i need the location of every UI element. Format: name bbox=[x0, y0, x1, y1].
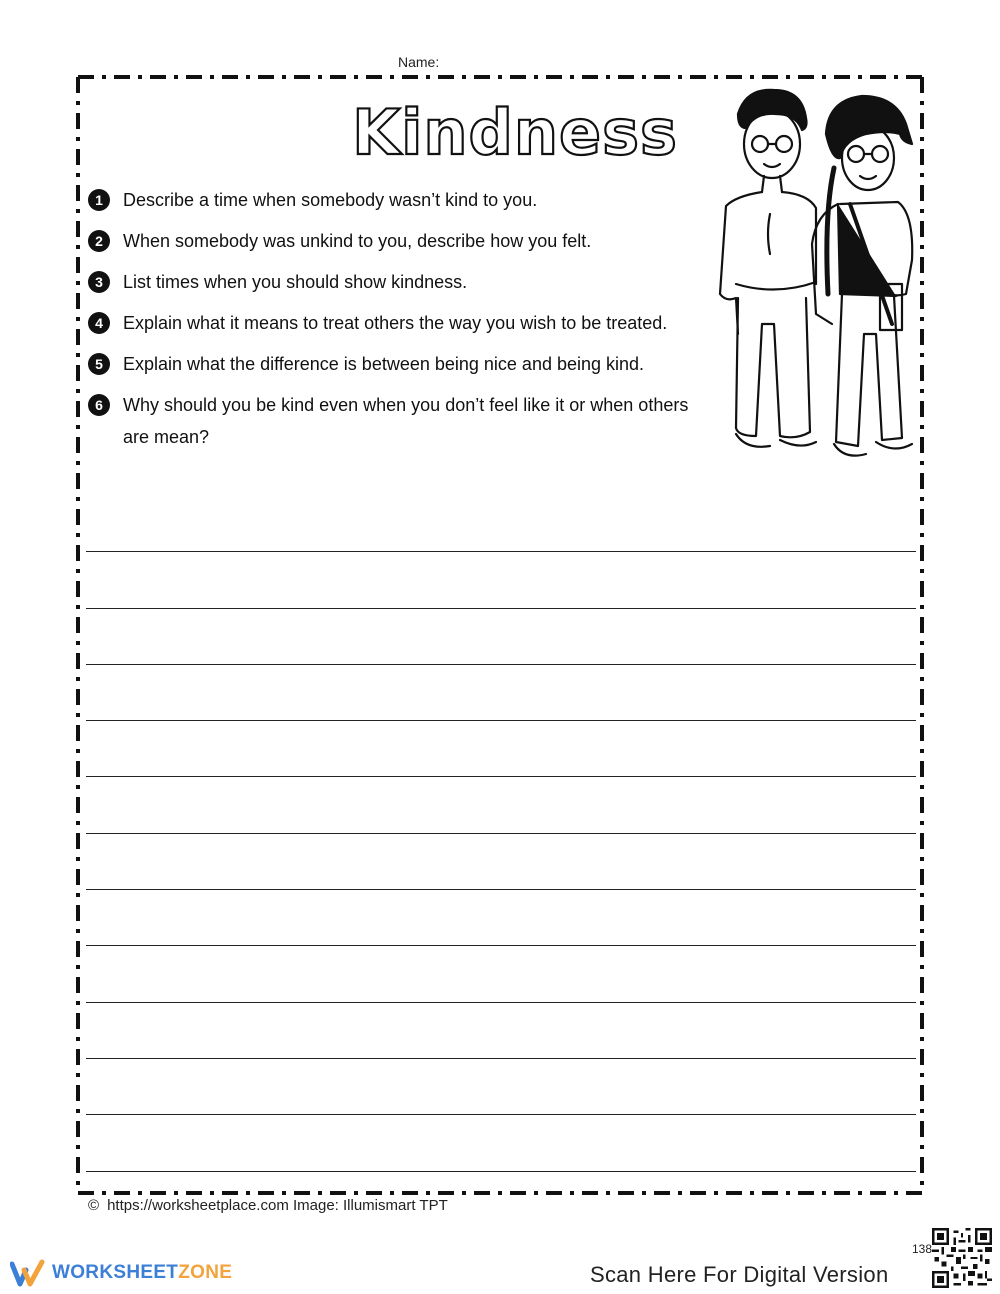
answer-line[interactable] bbox=[86, 834, 916, 890]
question-text: Explain what the difference is between being nice and being kind. bbox=[123, 354, 645, 374]
question-number-badge: 1 bbox=[88, 189, 110, 211]
answer-line[interactable] bbox=[86, 721, 916, 777]
question-text: When somebody was unkind to you, describe how you felt. bbox=[123, 231, 592, 251]
question-number-badge: 5 bbox=[88, 353, 110, 375]
answer-lines bbox=[86, 496, 916, 1172]
question-number-badge: 2 bbox=[88, 230, 110, 252]
page-number: 138 bbox=[912, 1242, 932, 1256]
brand-name-part2: ZONE bbox=[178, 1262, 233, 1283]
question-text: Why should you be kind even when you don’t feel like it or when others are mean? bbox=[123, 395, 689, 447]
question-item bbox=[88, 389, 728, 453]
answer-line[interactable] bbox=[86, 496, 916, 552]
question-text: List times when you should show kindness. bbox=[123, 272, 468, 292]
question-number-badge: 6 bbox=[88, 394, 110, 416]
question-number-badge: 4 bbox=[88, 312, 110, 334]
name-label: Name: bbox=[398, 54, 440, 70]
question-item bbox=[88, 225, 728, 257]
worksheetzone-brand[interactable] bbox=[10, 1258, 232, 1288]
question-number-badge: 3 bbox=[88, 271, 110, 293]
answer-line[interactable] bbox=[86, 1059, 916, 1115]
answer-line[interactable] bbox=[86, 609, 916, 665]
question-item bbox=[88, 266, 728, 298]
question-text: Explain what it means to treat others the way you wish to be treated. bbox=[123, 313, 668, 333]
scan-instruction: Scan Here For Digital Version bbox=[590, 1262, 889, 1287]
credit-text: https://worksheetplace.com Image: Illumismart TPT bbox=[107, 1197, 448, 1214]
question-text: Describe a time when somebody wasn’t kind to you. bbox=[123, 190, 538, 210]
answer-line[interactable] bbox=[86, 777, 916, 833]
title-text: Kindness bbox=[352, 96, 678, 169]
qr-code-icon[interactable] bbox=[932, 1228, 992, 1288]
copyright-icon: © bbox=[88, 1197, 100, 1214]
worksheetzone-logo-icon bbox=[10, 1258, 46, 1288]
answer-line[interactable] bbox=[86, 1003, 916, 1059]
worksheet-title bbox=[345, 92, 685, 172]
question-list bbox=[88, 184, 728, 462]
brand-name-part1: WORKSHEET bbox=[52, 1262, 179, 1283]
answer-line[interactable] bbox=[86, 890, 916, 946]
answer-line[interactable] bbox=[86, 552, 916, 608]
answer-line[interactable] bbox=[86, 665, 916, 721]
question-item bbox=[88, 307, 728, 339]
question-item bbox=[88, 184, 728, 216]
answer-line[interactable] bbox=[86, 1115, 916, 1171]
question-item bbox=[88, 348, 728, 380]
two-kids-illustration bbox=[716, 84, 920, 474]
image-credit bbox=[88, 1197, 448, 1214]
answer-line[interactable] bbox=[86, 946, 916, 1002]
